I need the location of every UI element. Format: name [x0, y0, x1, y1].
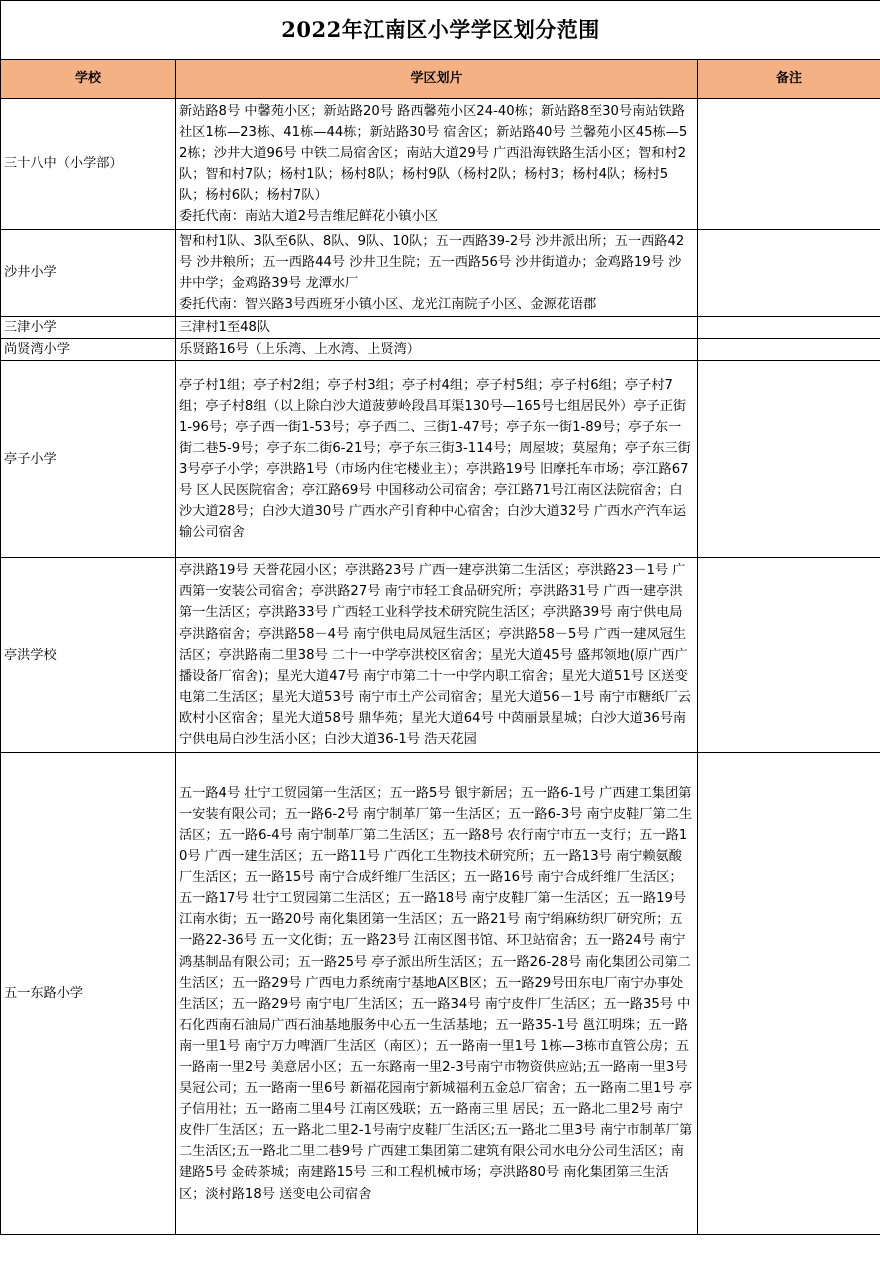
table-row — [1, 753, 880, 1235]
zone-cell — [176, 339, 698, 361]
note-cell — [698, 317, 880, 339]
note-cell — [698, 230, 880, 317]
table-row — [1, 558, 880, 753]
zone-text: 亭洪路19号 天誉花园小区；亭洪路23号 广西一建亭洪第二生活区；亭洪路23－1号 广西第一安装公司宿舍；亭洪路27号 南宁市轻工食品研究所；亭洪路31号 广西一建亭洪第一生活区；亭洪路33号 广西轻工业科学技术研究院生活区；亭洪路39号 南宁供电局亭洪路宿舍；亭洪路58－4号 南宁供电局凤冠生活区；亭洪路58－5号 广西一建凤冠生活区；亭洪路南二里38号 二十一中学亭洪校区宿舍；星光大道45号 盛邦领地(原广西广播设备厂宿舍)；星光大道47号 南宁市第二十一中学内职工宿舍；星光大道51号 区送变电第二生活区；星光大道53号 南宁市土产公司宿舍；星光大道56－1号 南宁市糖纸厂云欧村小区宿舍；星光大道58号 鼎华苑；星光大道64号 中茵丽景星城；白沙大道36号南宁供电局白沙生活小区；白沙大道36-1号 浩天花园 — [179, 563, 691, 748]
zone-cell — [176, 558, 698, 753]
zone-cell — [176, 753, 698, 1235]
note-cell — [698, 558, 880, 753]
entrust-text: 委托代南：智兴路3号西班牙小镇小区、龙光江南院子小区、金源花语郡 — [179, 297, 597, 313]
note-cell — [698, 753, 880, 1235]
table-row — [1, 230, 880, 317]
header-school: 学校 — [1, 60, 176, 99]
zone-text: 乐贤路16号（上乐湾、上水湾、上贤湾） — [179, 342, 420, 358]
school-name: 三津小学 — [1, 317, 176, 339]
zone-text: 智和村1队、3队至6队、8队、9队、10队；五一西路39-2号 沙井派出所；五一西路42号 沙井粮所；五一西路44号 沙井卫生院；五一西路56号 沙井街道办；金鸡路19号 沙井中学；金鸡路39号 龙潭水厂 — [179, 233, 685, 291]
school-name: 亭子小学 — [1, 361, 176, 558]
note-cell — [698, 339, 880, 361]
school-name: 尚贤湾小学 — [1, 339, 176, 361]
school-name: 五一东路小学 — [1, 753, 176, 1235]
table-row — [1, 317, 880, 339]
table-row — [1, 361, 880, 558]
zone-text: 亭子村1组；亭子村2组；亭子村3组；亭子村4组；亭子村5组；亭子村6组；亭子村7组；亭子村8组（以上除白沙大道菠萝岭段昌耳渠130号—165号七组居民外）亭子正街1-96号；亭子西一街1-53号；亭子西二、三街1-47号；亭子东一街1-89号；亭子东一街二巷5-9号；亭子东二街6-21号；亭子东三街3-114号；周屋坡；莫屋角；亭子东三街3号亭子小学；亭洪路1号（市场内住宅楼业主）；亭洪路19号 旧摩托车市场；亭江路67号 区人民医院宿舍；亭江路69号 中国移动公司宿舍；亭江路71号江南区法院宿舍；白沙大道28号；白沙大道30号 广西水产引育种中心宿舍；白沙大道32号 广西水产汽车运输公司宿舍 — [179, 377, 691, 541]
zone-cell — [176, 230, 698, 317]
header-row — [1, 60, 880, 99]
zone-text: 三津村1至48队 — [179, 320, 271, 335]
zone-cell — [176, 99, 698, 230]
header-zone: 学区划片 — [176, 60, 698, 99]
note-cell — [698, 361, 880, 558]
note-cell — [698, 99, 880, 230]
entrust-text: 委托代南：南站大道2号吉维尼鲜花小镇小区 — [179, 209, 438, 225]
zone-cell — [176, 317, 698, 339]
table-row — [1, 339, 880, 361]
title-row — [1, 1, 880, 60]
page-title: 2022年江南区小学学区划分范围 — [1, 1, 880, 60]
table-row — [1, 99, 880, 230]
zone-cell — [176, 361, 698, 558]
school-name: 三十八中（小学部） — [1, 99, 176, 230]
zone-text: 新站路8号 中馨苑小区；新站路20号 路西馨苑小区24-40栋；新站路8至30号南站铁路社区1栋—23栋、41栋—44栋；新站路30号 宿舍区；新站路40号 兰馨苑小区45栋—52栋；沙井大道96号 中铁二局宿舍区；南站大道29号 广西沿海铁路生活小区；智和村2队；智和村7队；杨村1队；杨村8队；杨村9队（杨村2队；杨村3；杨村4队；杨村5队；杨村6队；杨村7队） — [179, 103, 688, 204]
school-name: 亭洪学校 — [1, 558, 176, 753]
zone-text: 五一路4号 壮宁工贸园第一生活区；五一路5号 银宇新居；五一路6-1号 广西建工集团第一安装有限公司；五一路6-2号 南宁制革厂第一生活区；五一路6-3号 南宁皮鞋厂第二生活区；五一路6-4号 南宁制革厂第二生活区；五一路8号 农行南宁市五一支行；五一路10号 广西一建生活区；五一路11号 广西化工生物技术研究所；五一路13号 南宁赖氨酸厂生活区；五一路15号 南宁合成纤维厂生活区；五一路16号 南宁合成纤维厂生活区；五一路17号 壮宁工贸园第二生活区；五一路18号 南宁皮鞋厂第一生活区；五一路19号 江南水街；五一路20号 南化集团第一生活区；五一路21号 南宁绢麻纺织厂研究所；五一路22-36号 五一文化街；五一路23号 江南区图书馆、环卫站宿舍；五一路24号 南宁鸿基制品有限公司；五一路25号 亭子派出所生活区；五一路26-28号 南化集团公司第二生活区；五一路29号 广西电力系统南宁基地A区B区；五一路29号田东电厂南宁办事处生活区；五一路29号 南宁电厂生活区；五一路34号 南宁皮件厂生活区；五一路35号 中石化西南石油局广西石油基地服务中心五一生活基地；五一路35-1号 邕江明珠；五一路南一里1号 南宁万力啤酒厂生活区（南区）；五一路南一里1号 1栋—3栋市直管公房；五一路南一里2号 美意居小区；五一东路南一里2-3号南宁市物资供应站;五一路南一里3号 昊冠公司；五一路南一里6号 新福花园南宁新城福利五金总厂宿舍；五一路南二里1号 亭子信用社；五一路南二里4号 江南区残联；五一路南三里 居民；五一路北二里2号 南宁皮件厂生活区；五一路北二里2-1号南宁皮鞋厂生活区;五一路北二里3号 南宁市制革厂第二生活区;五一路北二里二巷9号 广西建工集团第二建筑有限公司水电分公司生活区；南建路5号 金砖茶城；南建路15号 三和工程机械市场；亭洪路80号 南化集团第三生活区；淡村路18号 送变电公司宿舍 — [179, 785, 693, 1202]
header-note: 备注 — [698, 60, 880, 99]
school-name: 沙井小学 — [1, 230, 176, 317]
